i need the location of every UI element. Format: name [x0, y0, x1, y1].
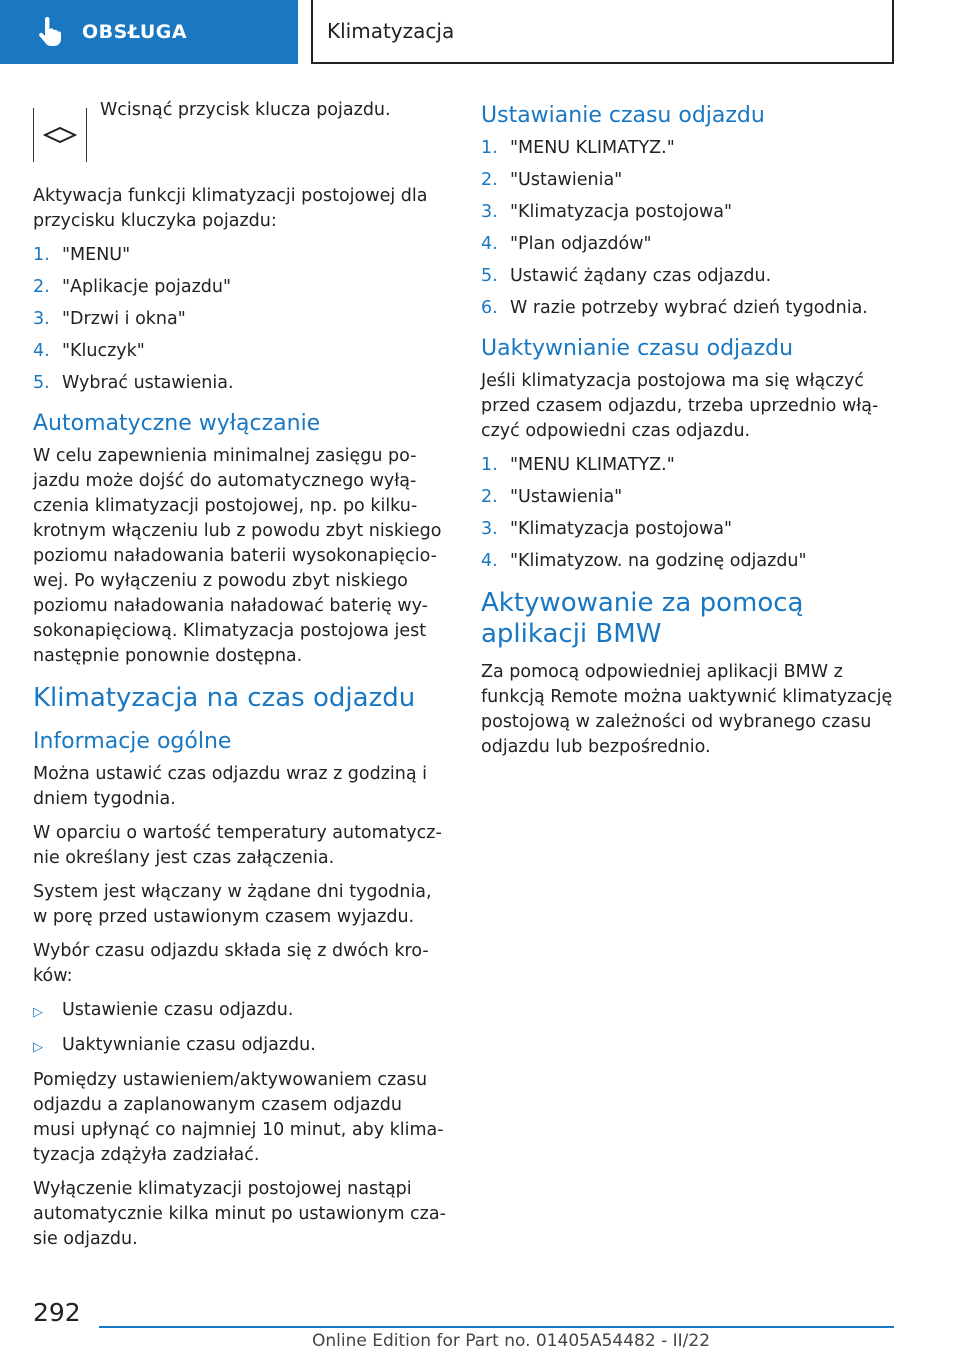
list-item — [33, 307, 448, 332]
activation-intro: Aktywacja funkcji klimatyzacji postojowej dla przycisku kluczyka pojazdu: — [33, 186, 428, 231]
step-text: "Drzwi i okna" — [62, 309, 186, 329]
activation-steps — [33, 243, 448, 396]
list-item — [33, 243, 448, 268]
step-number: 2. — [481, 170, 498, 190]
step-text: "MENU" — [62, 245, 131, 265]
triangle-bullet-icon: ▷ — [33, 1040, 43, 1055]
section-tab — [0, 0, 298, 64]
step-number: 2. — [481, 487, 498, 507]
key-button-icon — [33, 108, 87, 162]
step-number: 1. — [481, 455, 498, 475]
step-number: 1. — [481, 138, 498, 158]
step-number: 4. — [33, 341, 50, 361]
page-number: 292 — [33, 1298, 81, 1327]
list-item — [481, 549, 901, 574]
key-instruction-row — [33, 98, 448, 162]
list-item — [481, 168, 901, 193]
step-text: Wybrać ustawienia. — [62, 373, 234, 393]
list-item — [481, 517, 901, 542]
app-activation-heading: Aktywowanie za pomocą aplikacji BMW — [481, 588, 804, 649]
general-paragraph-3: System jest włączany w żądane dni tygodnia, w porę przed ustawionym czasem wyjazdu. — [33, 882, 432, 927]
auto-off-heading: Automatyczne wyłączanie — [33, 411, 321, 436]
hand-pointer-icon — [36, 17, 64, 47]
step-number: 4. — [481, 234, 498, 254]
list-item — [33, 371, 448, 396]
list-item — [33, 1033, 448, 1060]
footer-divider — [99, 1326, 894, 1328]
step-number: 1. — [33, 245, 50, 265]
list-item — [481, 453, 901, 478]
list-item — [481, 232, 901, 257]
footer-edition: Online Edition for Part no. 01405A54482 - II/22 — [312, 1331, 711, 1351]
step-text: "MENU KLIMATYZ." — [510, 138, 675, 158]
step-text: W razie potrzeby wybrać dzień tygodnia. — [510, 298, 868, 318]
list-item — [481, 200, 901, 225]
step-text: "Ustawienia" — [510, 487, 623, 507]
step-text: "Klimatyzacja postojowa" — [510, 202, 733, 222]
list-item — [481, 296, 901, 321]
step-text: "Kluczyk" — [62, 341, 145, 361]
step-number: 3. — [33, 309, 50, 329]
list-item — [481, 264, 901, 289]
section-label: OBSŁUGA — [82, 21, 188, 43]
step-number: 2. — [33, 277, 50, 297]
activate-departure-steps — [481, 453, 901, 574]
general-paragraph-1: Można ustawić czas odjazdu wraz z godziną i dniem tygodnia. — [33, 764, 428, 809]
general-paragraph-6: Wyłączenie klimatyzacji postojowej nastąpi automatycznie kilka minut po ustawionym cza-sie odjazdu. — [33, 1179, 446, 1249]
page-header-title: Klimatyzacja — [311, 0, 894, 64]
step-text: "MENU KLIMATYZ." — [510, 455, 675, 475]
list-item — [33, 275, 448, 300]
left-column — [33, 98, 448, 1261]
bullet-text: Uaktywnianie czasu odjazdu. — [62, 1035, 316, 1055]
step-number: 5. — [481, 266, 498, 286]
step-text: Ustawić żądany czas odjazdu. — [510, 266, 772, 286]
set-departure-heading: Ustawianie czasu odjazdu — [481, 103, 765, 128]
step-number: 6. — [481, 298, 498, 318]
step-text: "Klimatyzow. na godzinę odjazdu" — [510, 551, 807, 571]
general-info-heading: Informacje ogólne — [33, 729, 232, 754]
step-text: "Ustawienia" — [510, 170, 623, 190]
step-number: 5. — [33, 373, 50, 393]
auto-off-text: W celu zapewnienia minimalnej zasięgu po-jazdu może dojść do automatycznego wyłą-czenia klimatyzacji postojowej, np. po kilku-krotnym włączeniu lub z powodu zbyt niskiego poziomu naładowania baterii wysokonapięcio-wej. Po wyłączeniu z powodu zbyt niskiego poziomu naładowania naładować baterię wy-sokonapięciową. Klimatyzacja postojowa jest następnie ponownie dostępna. — [33, 446, 442, 666]
general-paragraph-4: Wybór czasu odjazdu składa się z dwóch kro-ków: — [33, 941, 429, 986]
list-item — [481, 136, 901, 161]
right-column — [481, 98, 901, 769]
list-item — [33, 998, 448, 1025]
general-paragraph-5: Pomiędzy ustawieniem/aktywowaniem czasu odjazdu a zaplanowanym czasem odjazdu musi upłynąć co najmniej 10 minut, aby klima-tyzacja zdążyła zadziałać. — [33, 1070, 444, 1165]
set-departure-steps — [481, 136, 901, 321]
step-number: 3. — [481, 519, 498, 539]
departure-heading: Klimatyzacja na czas odjazdu — [33, 683, 416, 713]
step-text: "Aplikacje pojazdu" — [62, 277, 232, 297]
list-item — [33, 339, 448, 364]
list-item — [481, 485, 901, 510]
steps-bullet-list — [33, 998, 448, 1060]
activate-departure-heading: Uaktywnianie czasu odjazdu — [481, 336, 794, 361]
app-activation-text: Za pomocą odpowiedniej aplikacji BMW z funkcją Remote można uaktywnić klimatyzację postojową w zależności od wybranego czasu odjazdu lub bezpośrednio. — [481, 662, 893, 757]
general-paragraph-2: W oparciu o wartość temperatury automatycz-nie określany jest czas załączenia. — [33, 823, 442, 868]
step-number: 4. — [481, 551, 498, 571]
bullet-text: Ustawienie czasu odjazdu. — [62, 1000, 294, 1020]
step-number: 3. — [481, 202, 498, 222]
key-instruction-text: Wcisnąć przycisk klucza pojazdu. — [100, 100, 391, 120]
triangle-bullet-icon: ▷ — [33, 1005, 43, 1020]
step-text: "Klimatyzacja postojowa" — [510, 519, 733, 539]
step-text: "Plan odjazdów" — [510, 234, 652, 254]
activate-text: Jeśli klimatyzacja postojowa ma się włączyć przed czasem odjazdu, trzeba uprzednio włą-czyć odpowiedni czas odjazdu. — [481, 371, 879, 441]
